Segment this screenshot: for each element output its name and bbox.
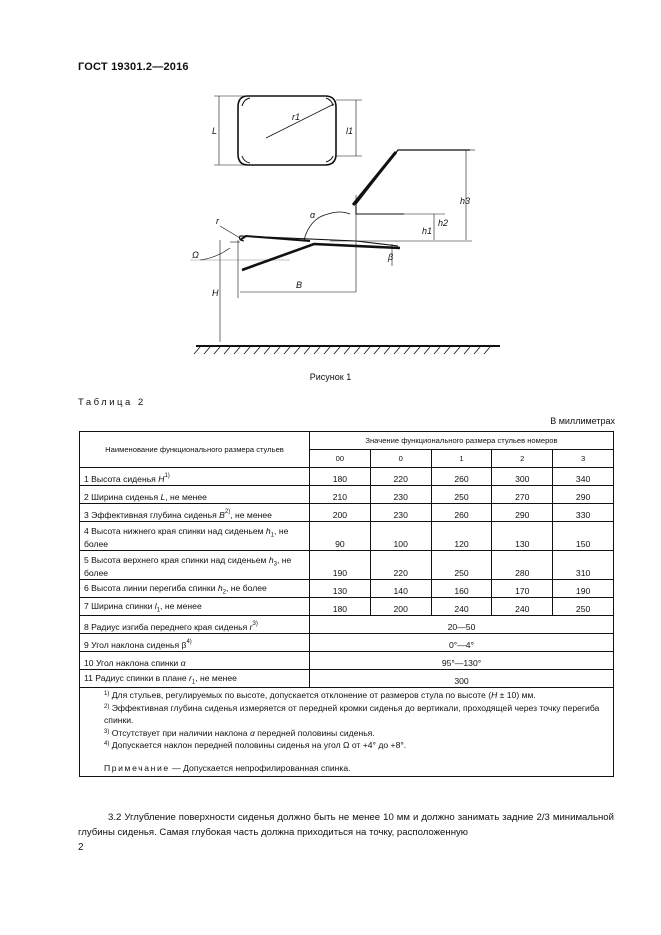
label-beta: β — [388, 252, 394, 262]
value-cell: 310 — [553, 551, 614, 580]
paragraph-3-2: 3.2 Углубление поверхности сиденья должно быть не менее 10 мм и должно занимать задние 2/3 минимальной глубины сиденья. Самая глубокая часть должна приходиться на точку, расположенную — [78, 812, 614, 838]
value-cell: 120 — [431, 522, 492, 551]
value-cell: 190 — [310, 551, 371, 580]
seat-plan-outline — [238, 96, 336, 165]
figure-caption: Рисунок 1 — [309, 372, 352, 382]
table-name: Таблица 2 — [78, 397, 146, 408]
document-header: ГОСТ 19301.2—2016 — [78, 61, 189, 73]
value-cell: 180 — [310, 468, 371, 486]
value-cell: 270 — [492, 486, 553, 504]
table-notes — [80, 688, 614, 777]
label-B: B — [296, 280, 303, 290]
label-r: r — [216, 216, 219, 226]
label-omega: Ω — [192, 250, 199, 260]
row-name-cell: 4 Высота нижнего края спинки над сиденьем $h_1$, не более — [80, 522, 310, 551]
value-cell: 220 — [370, 551, 431, 580]
footnote: $^{4)}$ Допускается наклон передней половины сиденья на угол Ω от +4° до +8°. — [104, 740, 407, 751]
table-row — [80, 486, 614, 504]
value-cell: 90 — [310, 522, 371, 551]
table-row — [80, 652, 614, 670]
table-row — [80, 551, 614, 580]
value-cell: 290 — [553, 486, 614, 504]
value-cell: 160 — [431, 580, 492, 598]
row-name-cell: 10 Угол наклона спинки α — [80, 652, 310, 670]
dimensions-table — [79, 431, 614, 777]
value-cell: 340 — [553, 468, 614, 486]
value-cell: 95°—130° — [310, 652, 614, 670]
value-cell: 240 — [431, 598, 492, 616]
label-l1: l1 — [346, 126, 354, 136]
chair-dimension-figure — [170, 88, 510, 368]
page-number: 2 — [78, 842, 84, 853]
value-cell: 280 — [492, 551, 553, 580]
value-cell: 220 — [370, 468, 431, 486]
value-cell: 200 — [370, 598, 431, 616]
value-cell: 180 — [310, 598, 371, 616]
label-h2: h2 — [438, 218, 449, 228]
value-cell: 200 — [310, 504, 371, 522]
col-number: 2 — [492, 450, 553, 468]
label-L: L — [212, 126, 218, 136]
col-header-group: Значение функционального размера стульев номеров — [310, 432, 614, 450]
col-number: 0 — [370, 450, 431, 468]
row-name-cell: 3 Эффективная глубина сиденья $B^{2)}$, не менее — [80, 504, 310, 522]
label-alpha: α — [310, 210, 316, 220]
value-cell: 230 — [370, 486, 431, 504]
backrest-outline — [356, 150, 470, 204]
value-cell: 250 — [431, 486, 492, 504]
seat-plan-inner-arc-2 — [242, 156, 250, 163]
value-cell: 210 — [310, 486, 371, 504]
col-header-name: Наименование функционального размера стульев — [80, 432, 310, 468]
value-cell: 140 — [370, 580, 431, 598]
value-cell: 250 — [553, 598, 614, 616]
table-row — [80, 580, 614, 598]
value-cell: 260 — [431, 468, 492, 486]
label-r1: r1 — [292, 112, 301, 122]
label-h3: h3 — [460, 196, 471, 206]
value-cell: 290 — [492, 504, 553, 522]
col-number: 00 — [310, 450, 371, 468]
footnote: $^{3)}$ Отсутствует при наличии наклона α передней половины сиденья. — [104, 727, 375, 738]
value-cell: 130 — [492, 522, 553, 551]
row-name-cell: 5 Высота верхнего края спинки над сиденьем $h_3$, не более — [80, 551, 310, 580]
table-primechanie: Примечание — Допускается непрофилированная спинка. — [104, 762, 351, 773]
value-cell: 300 — [310, 670, 614, 688]
table-row — [80, 670, 614, 688]
col-number: 1 — [431, 450, 492, 468]
seat-plan-inner-arc — [242, 98, 250, 106]
value-cell: 130 — [310, 580, 371, 598]
row-name-cell: 2 Ширина сиденья L, не менее — [80, 486, 310, 504]
label-h1: h1 — [422, 226, 433, 236]
value-cell: 230 — [370, 504, 431, 522]
value-cell: 250 — [431, 551, 492, 580]
table-row — [80, 522, 614, 551]
table-row — [80, 504, 614, 522]
value-cell: 190 — [553, 580, 614, 598]
value-cell: 260 — [431, 504, 492, 522]
row-name-cell: 8 Радиус изгиба переднего края сиденья $r^{3)}$ — [80, 616, 310, 634]
value-cell: 20—50 — [310, 616, 614, 634]
col-number: 3 — [553, 450, 614, 468]
row-name-cell: 9 Угол наклона сиденья $\beta^{4)}$ — [80, 634, 310, 652]
value-cell: 0°—4° — [310, 634, 614, 652]
row-name-cell: 11 Радиус спинки в плане $r_1$, не менее — [80, 670, 310, 688]
row-name-cell: 7 Ширина спинки $l_1$, не менее — [80, 598, 310, 616]
value-cell: 100 — [370, 522, 431, 551]
value-cell: 170 — [492, 580, 553, 598]
footnote: $^{2)}$ Эффективная глубина сиденья измеряется от передней кромки сиденья до вертикали, проходящей через точку перегиба спинки. — [104, 702, 600, 726]
table-row — [80, 468, 614, 486]
row-name-cell: 1 Высота сиденья $H^{1)}$ — [80, 468, 310, 486]
table-units: В миллиметрах — [550, 416, 615, 426]
value-cell: 300 — [492, 468, 553, 486]
value-cell: 150 — [553, 522, 614, 551]
value-cell: 330 — [553, 504, 614, 522]
table-row — [80, 616, 614, 634]
footnote: $^{1)}$ Для стульев, регулируемых по высоте, допускается отклонение от размеров стула по высоте (H ± 10) мм. — [104, 690, 536, 700]
table-row — [80, 634, 614, 652]
table-row — [80, 598, 614, 616]
seat-plan-inner-arc-4 — [326, 156, 333, 162]
ground-hatching — [194, 347, 490, 354]
row-name-cell: 6 Высота линии перегиба спинки $h_2$, не более — [80, 580, 310, 598]
label-H: H — [212, 288, 219, 298]
value-cell: 240 — [492, 598, 553, 616]
